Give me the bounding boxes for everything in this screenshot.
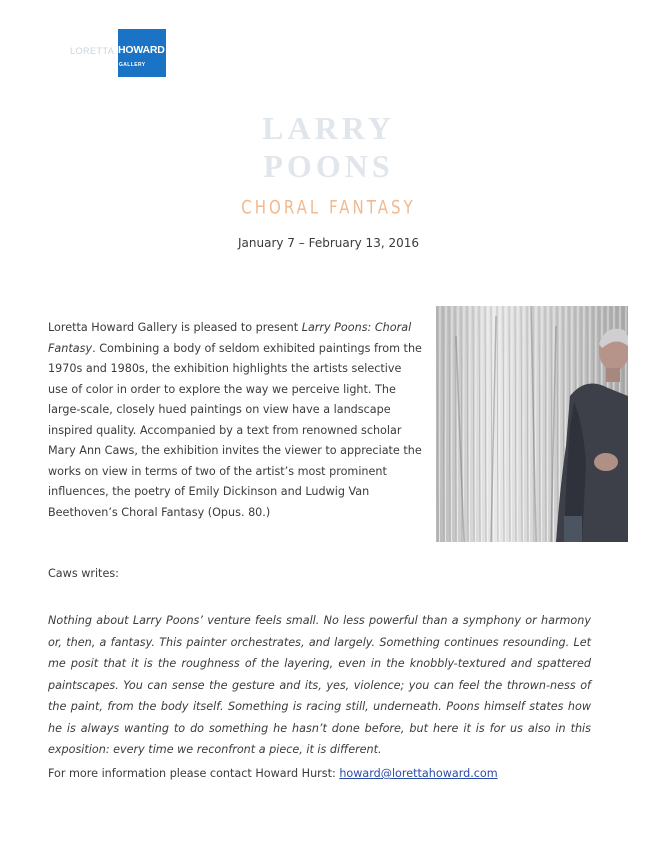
contact-line: [48, 767, 498, 780]
logo-last-name: HOWARD: [118, 44, 165, 56]
artist-first-name: LARRY: [262, 110, 395, 146]
intro-part1: Loretta Howard Gallery is pleased to present: [48, 321, 302, 334]
logo-first-name: LORETTA: [70, 46, 115, 56]
intro-part2: . Combining a body of seldom exhibited paintings from the 1970s and 1980s, the exhibition highlights the artists selective use of color in order to explore the way we perceive light. The large-scale, closely hued paintings on view have a landscape inspired quality. Accompanied by a text from renowned scholar Mary Ann Caws, the exhibition invites the viewer to appreciate the works on view in terms of two of the artist’s most prominent influences, the poetry of Emily Dickinson and Ludwig Van Beethoven’s Choral Fantasy (Opus. 80.): [48, 341, 422, 519]
caws-quote: Nothing about Larry Poons’ venture feels small. No less powerful than a symphony or harmony or, then, a fantasy. This painter orchestrates, and largely. Something continues resounding. Let me posit that it is the roughness of the layering, even in the knobbly-textured and spattered paintscapes. You can sense the gesture and its, yes, violence; you can feel the thrown-ness of the paint, from the body itself. Something is racing still, underneath. Poons himself states how he is always wanting to do something he hasn’t done before, but here it is for us also in this exposition: every time we reconfront a piece, it is different.: [48, 614, 591, 756]
logo-gallery-label: GALLERY: [119, 62, 146, 68]
logo-box: [118, 29, 166, 77]
contact-text: For more information please contact Howard Hurst:: [48, 767, 340, 780]
exhibition-dates: January 7 – February 13, 2016: [238, 236, 419, 250]
caws-intro: Caws writes:: [48, 567, 119, 580]
artist-last-name: POONS: [263, 148, 394, 184]
intro-exhibition-title: Larry Poons: Choral Fantasy: [48, 321, 412, 355]
exhibition-subtitle: CHORAL FANTASY: [241, 195, 416, 219]
artist-photo: [436, 306, 628, 542]
contact-email-link[interactable]: howard@lorettahoward.com: [339, 767, 498, 780]
intro-paragraph: [48, 318, 423, 523]
